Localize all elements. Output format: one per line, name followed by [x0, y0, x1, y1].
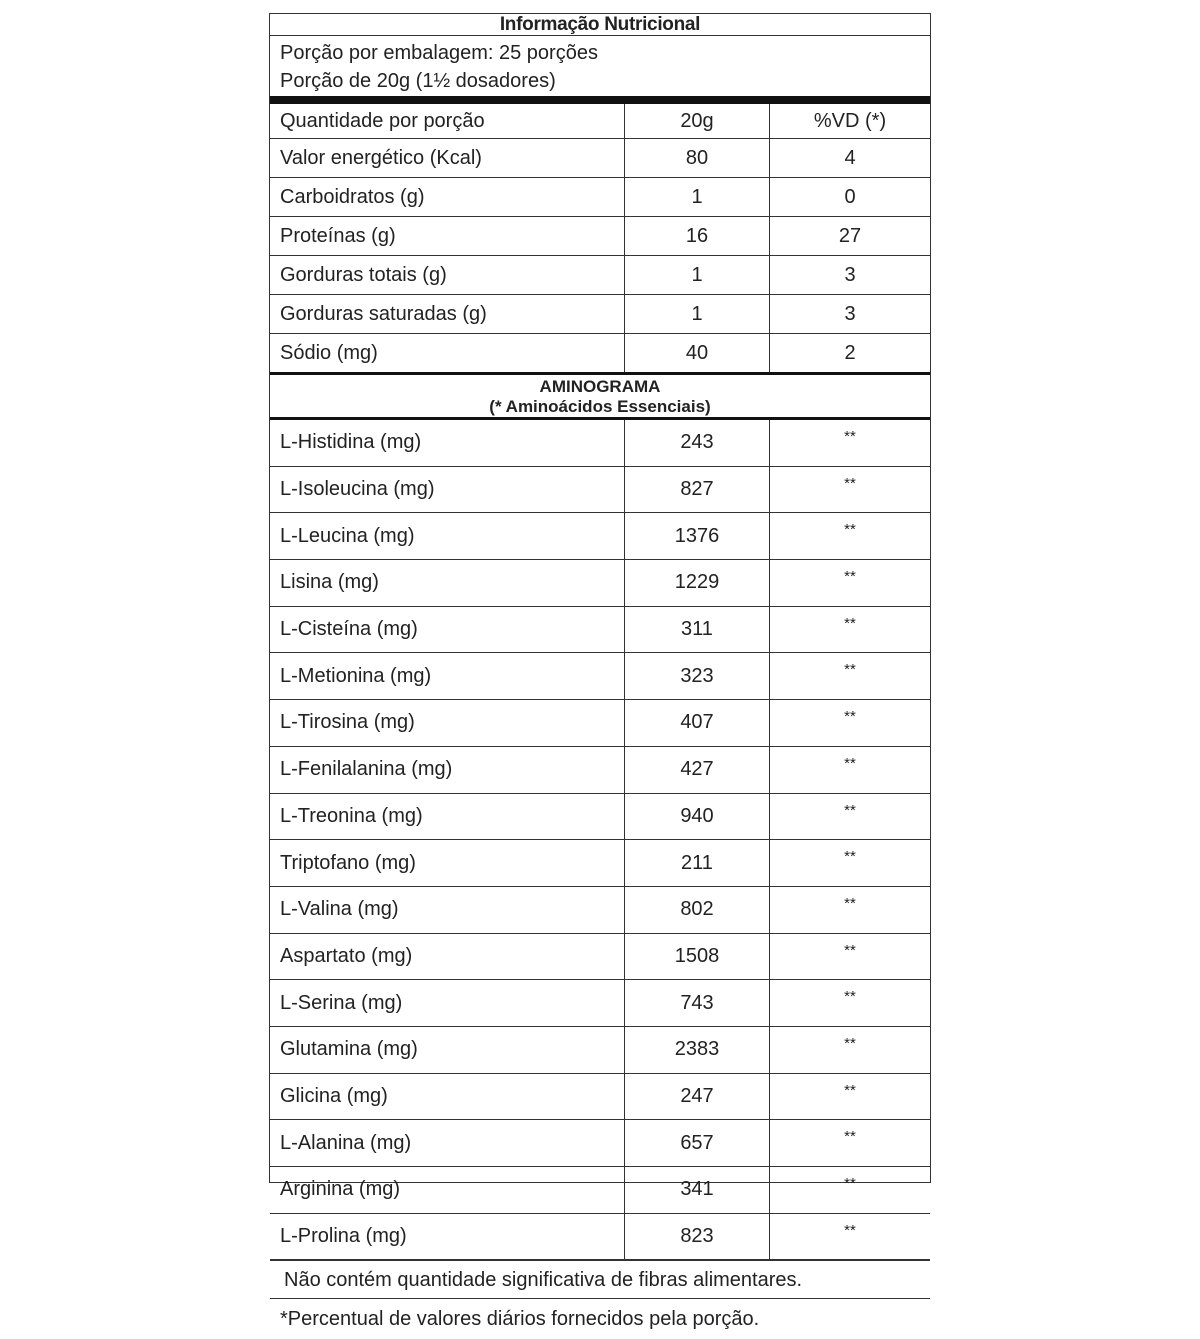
- nutrition-header-row: [270, 104, 930, 139]
- aminogram-row: [270, 980, 930, 1027]
- amount-value: 40: [625, 334, 770, 373]
- daily-value: **: [770, 1167, 931, 1214]
- nutrient-name: Arginina (mg): [270, 1167, 625, 1214]
- daily-value: 3: [770, 295, 931, 334]
- aminogram-subtitle: (* Aminoácidos Essenciais): [489, 397, 711, 416]
- nutrition-label: [269, 13, 931, 1331]
- aminogram-row: [270, 746, 930, 793]
- aminogram-row: [270, 700, 930, 747]
- nutrient-name: Triptofano (mg): [270, 840, 625, 887]
- nutrient-name: L-Fenilalanina (mg): [270, 746, 625, 793]
- aminogram-table: [270, 420, 930, 1261]
- amount-value: 243: [625, 420, 770, 466]
- daily-value: **: [770, 1026, 931, 1073]
- amount-value: 1: [625, 256, 770, 295]
- amount-value: 427: [625, 746, 770, 793]
- aminogram-row: [270, 513, 930, 560]
- aminogram-row: [270, 886, 930, 933]
- amount-value: 940: [625, 793, 770, 840]
- nutrient-name: L-Serina (mg): [270, 980, 625, 1027]
- column-nutrient: Quantidade por porção: [270, 104, 625, 139]
- amount-value: 1: [625, 295, 770, 334]
- daily-value: 3: [770, 256, 931, 295]
- label-title: Informação Nutricional: [270, 14, 930, 36]
- nutrient-name: Glicina (mg): [270, 1073, 625, 1120]
- amount-value: 16: [625, 217, 770, 256]
- amount-value: 827: [625, 466, 770, 513]
- daily-value: 0: [770, 178, 931, 217]
- aminogram-row: [270, 793, 930, 840]
- nutrient-name: Carboidratos (g): [270, 178, 625, 217]
- daily-value: 4: [770, 139, 931, 178]
- daily-value: **: [770, 606, 931, 653]
- daily-value: **: [770, 700, 931, 747]
- thick-divider: [270, 96, 930, 104]
- aminogram-row: [270, 1167, 930, 1214]
- aminogram-row: [270, 653, 930, 700]
- amount-value: 1: [625, 178, 770, 217]
- nutrient-name: Gorduras totais (g): [270, 256, 625, 295]
- daily-value: 27: [770, 217, 931, 256]
- daily-value: **: [770, 466, 931, 513]
- amount-value: 2383: [625, 1026, 770, 1073]
- serving-size: Porção de 20g (1½ dosadores): [280, 70, 556, 92]
- nutrient-name: Sódio (mg): [280, 341, 378, 364]
- daily-value: **: [770, 513, 931, 560]
- aminogram-title: AMINOGRAMA: [539, 377, 661, 396]
- nutrition-table: [270, 104, 930, 372]
- nutrition-row: [270, 295, 930, 334]
- daily-value: **: [770, 840, 931, 887]
- amount-value: 247: [625, 1073, 770, 1120]
- amount-value: 743: [625, 980, 770, 1027]
- daily-value: **: [770, 1213, 931, 1260]
- nutrient-name: L-Histidina (mg): [270, 420, 625, 466]
- aminogram-row: [270, 560, 930, 607]
- nutrition-row: [270, 217, 930, 256]
- nutrition-row: [270, 256, 930, 295]
- amount-value: 311: [625, 606, 770, 653]
- amount-value: 341: [625, 1167, 770, 1214]
- aminogram-row: [270, 606, 930, 653]
- amount-value: 1376: [625, 513, 770, 560]
- nutrient-name: L-Treonina (mg): [270, 793, 625, 840]
- daily-value: **: [770, 793, 931, 840]
- footer-note-fiber: Não contém quantidade significativa de fibras alimentares.: [270, 1261, 930, 1299]
- aminogram-row: [270, 840, 930, 887]
- column-dv: %VD (*): [770, 104, 931, 139]
- column-amount: 20g: [625, 104, 770, 139]
- daily-value: **: [770, 886, 931, 933]
- nutrient-name: L-Metionina (mg): [270, 653, 625, 700]
- nutrient-name: L-Cisteína (mg): [270, 606, 625, 653]
- amount-value: 211: [625, 840, 770, 887]
- aminogram-row: [270, 1213, 930, 1260]
- daily-value: **: [770, 1073, 931, 1120]
- nutrient-name: L-Tirosina (mg): [270, 700, 625, 747]
- nutrition-row: [270, 139, 930, 178]
- serving-info: [270, 36, 930, 96]
- nutrition-row: [270, 334, 930, 373]
- daily-value: **: [770, 653, 931, 700]
- daily-value: **: [770, 933, 931, 980]
- footer-note-dv: *Percentual de valores diários fornecidos pela porção.: [280, 1308, 760, 1331]
- amount-value: 407: [625, 700, 770, 747]
- nutrient-name: Lisina (mg): [270, 560, 625, 607]
- nutrient-name: L-Leucina (mg): [270, 513, 625, 560]
- daily-value: **: [770, 980, 931, 1027]
- amount-value: 823: [625, 1213, 770, 1260]
- amount-value: 323: [625, 653, 770, 700]
- aminogram-row: [270, 420, 930, 466]
- nutrient-name: Proteínas (g): [270, 217, 625, 256]
- daily-value: **: [770, 1120, 931, 1167]
- nutrient-name: Aspartato (mg): [270, 933, 625, 980]
- aminogram-row: [270, 466, 930, 513]
- nutrient-name: L-Prolina (mg): [270, 1213, 625, 1260]
- daily-value: **: [770, 746, 931, 793]
- amount-value: 802: [625, 886, 770, 933]
- amount-value: 657: [625, 1120, 770, 1167]
- nutrient-name: Gorduras saturadas (g): [270, 295, 625, 334]
- amount-value: 80: [625, 139, 770, 178]
- nutrition-row: [270, 178, 930, 217]
- nutrient-name: Valor energético (Kcal): [270, 139, 625, 178]
- amount-value: 1229: [625, 560, 770, 607]
- aminogram-row: [270, 1073, 930, 1120]
- nutrient-name: L-Valina (mg): [270, 886, 625, 933]
- nutrient-name: L-Alanina (mg): [270, 1120, 625, 1167]
- daily-value: 2: [770, 334, 931, 373]
- aminogram-row: [270, 933, 930, 980]
- amount-value: 1508: [625, 933, 770, 980]
- aminogram-row: [270, 1026, 930, 1073]
- servings-per-package: Porção por embalagem: 25 porções: [280, 42, 598, 64]
- nutrient-name: L-Isoleucina (mg): [270, 466, 625, 513]
- aminogram-row: [270, 1120, 930, 1167]
- daily-value: **: [770, 560, 931, 607]
- nutrient-name: Glutamina (mg): [270, 1026, 625, 1073]
- aminogram-header: [270, 372, 930, 420]
- daily-value: **: [770, 420, 931, 466]
